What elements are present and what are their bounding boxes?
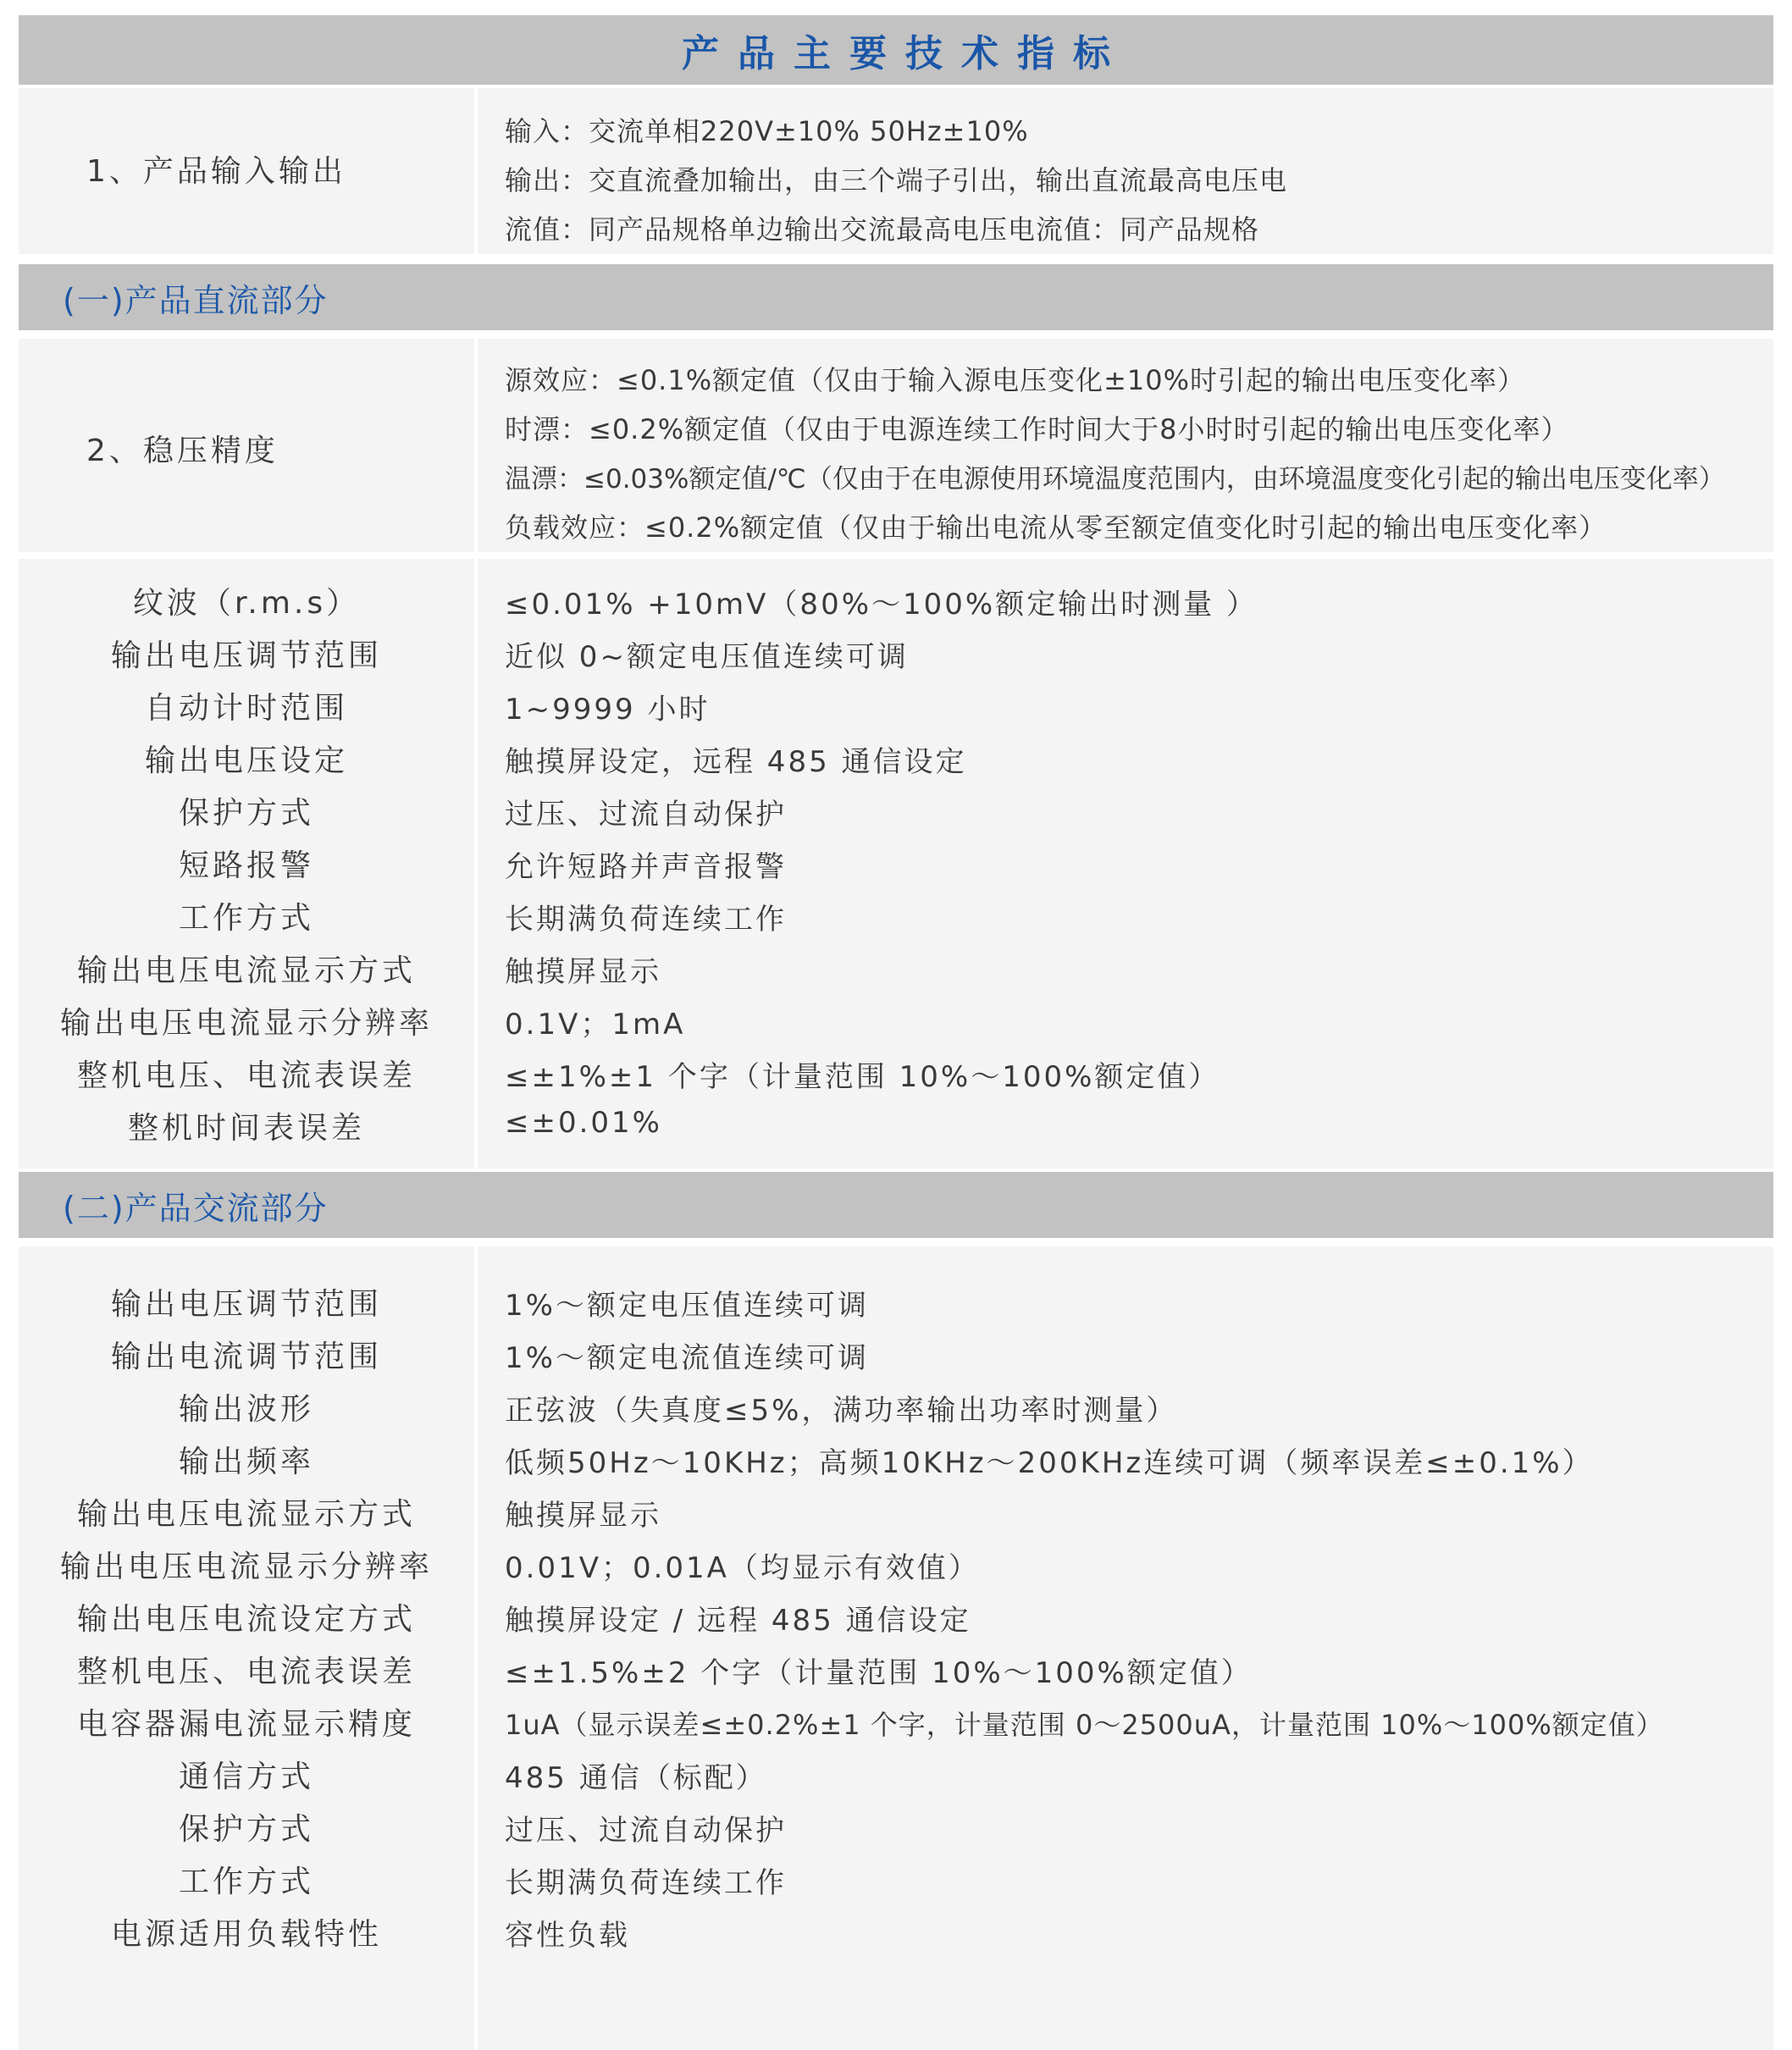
dc-row-value: ≤0.01% +10mV（80%～100%额定输出时测量 ） [505, 588, 1258, 622]
regulation-label: 2、稳压精度 [86, 434, 279, 468]
ac-row-value: ≤±1.5%±2 个字（计量范围 10%～100%额定值） [505, 1656, 1253, 1690]
page-title: 产品主要技术指标 [682, 32, 1129, 75]
io-block [19, 88, 1773, 254]
dc-section-title: (一)产品直流部分 [63, 281, 329, 319]
dc-row-value: 允许短路并声音报警 [505, 850, 787, 884]
io-line: 流值：同产品规格单边输出交流最高电压电流值：同产品规格 [505, 213, 1260, 246]
ac-row-value: 485 通信（标配） [505, 1761, 767, 1795]
dc-row-label: 输出电压电流显示分辨率 [59, 1006, 433, 1041]
ac-row-label: 通信方式 [178, 1760, 314, 1794]
regulation-label-cell [19, 339, 474, 552]
dc-row-value: ≤±1%±1 个字（计量范围 10%～100%额定值） [505, 1060, 1220, 1094]
dc-row-label: 自动计时范围 [144, 691, 348, 726]
ac-row-label: 工作方式 [178, 1865, 314, 1899]
regulation-line: 时漂：≤0.2%额定值（仅由于电源连续工作时间大于8小时时引起的输出电压变化率） [505, 413, 1569, 445]
ac-row-value: 低频50Hz～10KHz；高频10KHz～200KHz连续可调（频率误差≤±0.1%） [505, 1446, 1594, 1480]
ac-row-value: 触摸屏设定 / 远程 485 通信设定 [505, 1604, 971, 1638]
ac-row-value: 0.01V；0.01A（均显示有效值） [505, 1551, 980, 1585]
ac-row-value: 长期满负荷连续工作 [505, 1866, 787, 1900]
regulation-block [19, 339, 1773, 552]
ac-row-label: 输出电压电流显示方式 [76, 1497, 416, 1532]
io-line: 输出：交直流叠加输出，由三个端子引出，输出直流最高电压电 [505, 164, 1288, 196]
dc-row-label: 整机时间表误差 [127, 1111, 365, 1146]
ac-section-bar [19, 1172, 1773, 1238]
ac-row-label: 输出电压电流设定方式 [76, 1602, 416, 1637]
ac-row-label: 输出电流调节范围 [110, 1340, 382, 1374]
ac-spec-block [19, 1246, 1773, 2050]
regulation-line: 负载效应：≤0.2%额定值（仅由于输出电流从零至额定值变化时引起的输出电压变化率） [505, 511, 1607, 544]
dc-row-value: 长期满负荷连续工作 [505, 903, 787, 937]
title-bar [19, 15, 1773, 85]
ac-row-label: 整机电压、电流表误差 [76, 1655, 416, 1689]
dc-row-label: 输出电压电流显示方式 [76, 953, 416, 988]
ac-row-label: 电容器漏电流显示精度 [76, 1707, 416, 1742]
io-label-cell [19, 88, 474, 254]
dc-row-value: 近似 0~额定电压值连续可调 [505, 640, 909, 674]
ac-row-value: 过压、过流自动保护 [505, 1814, 787, 1848]
dc-spec-block [19, 559, 1773, 1169]
regulation-line: 温漂：≤0.03%额定值/℃（仅由于在电源使用环境温度范围内，由环境温度变化引起的输出电压变化率） [505, 464, 1725, 495]
dc-row-value: 触摸屏显示 [505, 955, 661, 989]
dc-row-label: 保护方式 [178, 796, 314, 831]
ac-row-value: 1%～额定电流值连续可调 [505, 1341, 869, 1375]
dc-row-label: 输出电压设定 [144, 743, 348, 778]
dc-row-label: 工作方式 [178, 901, 314, 936]
dc-row-value: 0.1V；1mA [505, 1008, 686, 1042]
dc-row-value: 触摸屏设定，远程 485 通信设定 [505, 745, 967, 779]
ac-row-value: 1%～额定电压值连续可调 [505, 1289, 869, 1323]
dc-row-value: 过压、过流自动保护 [505, 798, 787, 832]
dc-row-label: 整机电压、电流表误差 [76, 1058, 416, 1093]
dc-section-bar [19, 264, 1773, 330]
dc-row-label: 输出电压调节范围 [110, 638, 382, 673]
dc-row-label: 短路报警 [178, 848, 314, 883]
ac-row-value: 正弦波（失真度≤5%，满功率输出功率时测量） [505, 1394, 1178, 1428]
io-label: 1、产品输入输出 [86, 154, 346, 189]
ac-row-label: 输出频率 [178, 1445, 314, 1479]
ac-row-value: 1uA（显示误差≤±0.2%±1 个字，计量范围 0～2500uA，计量范围 10%～100%额定值） [505, 1709, 1664, 1741]
ac-row-value: 容性负载 [505, 1919, 630, 1953]
regulation-line: 源效应：≤0.1%额定值（仅由于输入源电压变化±10%时引起的输出电压变化率） [505, 364, 1526, 396]
ac-row-label: 输出电压调节范围 [110, 1287, 382, 1322]
ac-row-label: 保护方式 [178, 1812, 314, 1847]
ac-row-label: 输出电压电流显示分辨率 [59, 1550, 433, 1584]
dc-row-value: ≤±0.01% [505, 1106, 662, 1140]
io-line: 输入：交流单相220V±10% 50Hz±10% [505, 115, 1029, 147]
ac-row-label: 输出波形 [178, 1392, 314, 1427]
ac-row-value: 触摸屏显示 [505, 1499, 661, 1533]
dc-row-value: 1~9999 小时 [505, 693, 711, 727]
dc-row-label: 纹波（r.m.s） [132, 586, 361, 621]
ac-row-label: 电源适用负载特性 [110, 1917, 382, 1952]
ac-section-title: (二)产品交流部分 [63, 1189, 329, 1227]
